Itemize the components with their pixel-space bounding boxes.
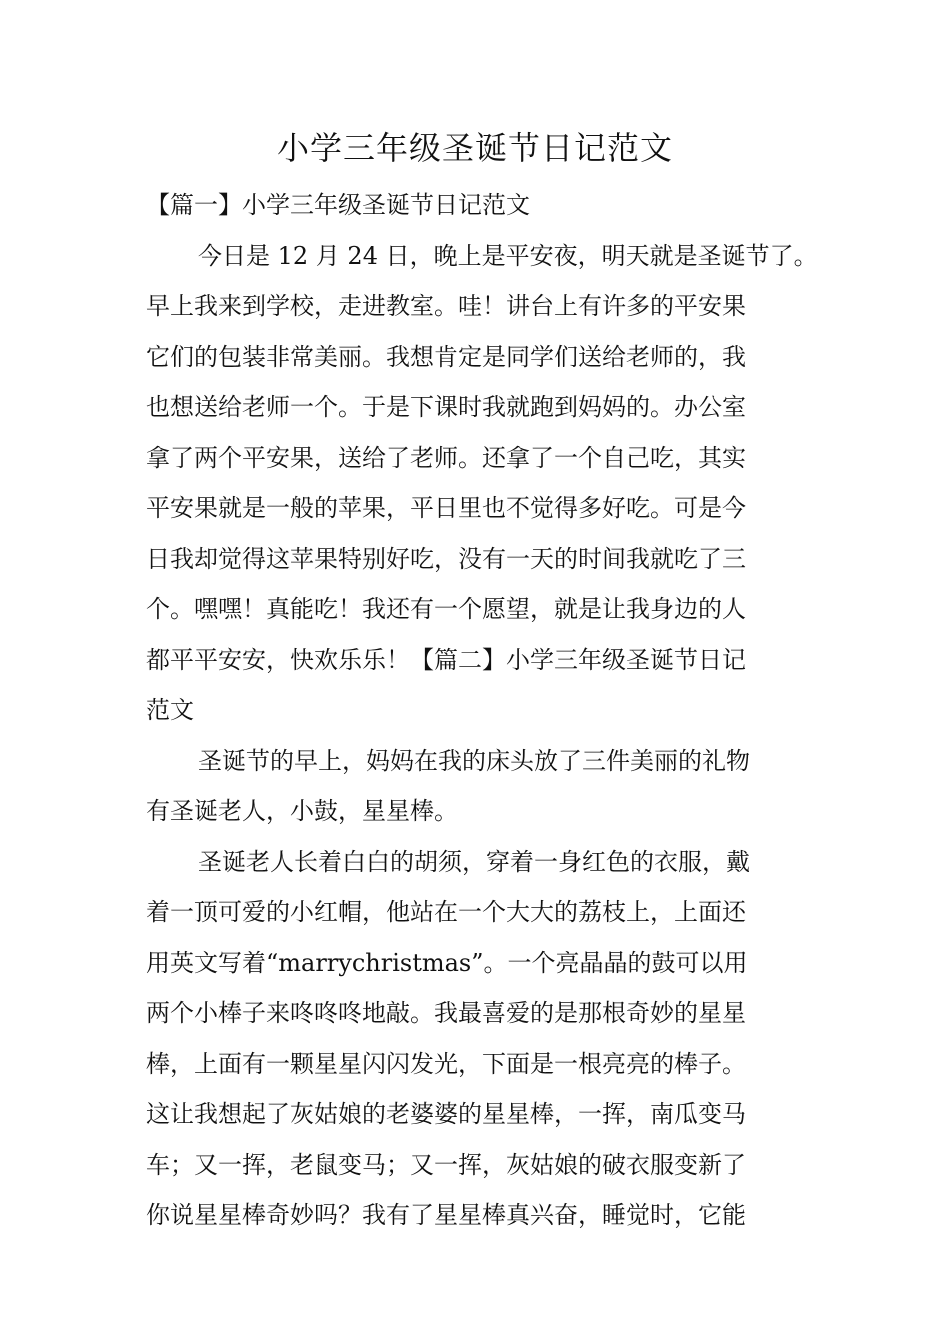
paragraph-line: 这让我想起了灰姑娘的老婆婆的星星棒，一挥，南瓜变马 xyxy=(146,1100,746,1128)
paragraph-line: 圣诞老人长着白白的胡须，穿着一身红色的衣服，戴 xyxy=(198,847,750,876)
paragraph-line: 着一顶可爱的小红帽，他站在一个大大的荔枝上，上面还 xyxy=(146,898,746,926)
paragraph-line: 车；又一挥，老鼠变马；又一挥，灰姑娘的破衣服变新了 xyxy=(146,1150,746,1179)
paragraph-line: 也想送给老师一个。于是下课时我就跑到妈妈的。办公室 xyxy=(146,393,746,421)
section-heading: 【篇一】小学三年级圣诞节日记范文 xyxy=(146,191,530,219)
paragraph-line: 日我却觉得这苹果特别好吃，没有一天的时间我就吃了三 xyxy=(146,544,746,573)
paragraph-line: 拿了两个平安果，送给了老师。还拿了一个自己吃，其实 xyxy=(146,443,746,472)
paragraph-line: 棒，上面有一颗星星闪闪发光，下面是一根亮亮的棒子。 xyxy=(146,1049,746,1078)
document-body xyxy=(146,180,826,1241)
paragraph-line: 都平平安安，快欢乐乐！【篇二】小学三年级圣诞节日记 xyxy=(146,645,746,674)
paragraph-line: 早上我来到学校，走进教室。哇！讲台上有许多的平安果 xyxy=(146,292,746,320)
paragraph-line: 平安果就是一般的苹果，平日里也不觉得多好吃。可是今 xyxy=(146,494,746,522)
paragraph-line: 它们的包装非常美丽。我想肯定是同学们送给老师的，我 xyxy=(146,342,746,371)
paragraph-line: 你说星星棒奇妙吗？我有了星星棒真兴奋，睡觉时，它能 xyxy=(146,1201,746,1229)
paragraph-line: 两个小棒子来咚咚咚地敲。我最喜爱的是那根奇妙的星星 xyxy=(146,999,746,1027)
paragraph-line: 用英文写着“marrychristmas”。一个亮晶晶的鼓可以用 xyxy=(146,948,748,977)
paragraph-line: 范文 xyxy=(146,696,194,724)
paragraph-line: 今日是 12 月 24 日，晚上是平安夜，明天就是圣诞节了。 xyxy=(198,241,818,270)
paragraph-line: 圣诞节的早上，妈妈在我的床头放了三件美丽的礼物 xyxy=(198,746,750,775)
paragraph-line: 个。嘿嘿！真能吃！我还有一个愿望，就是让我身边的人 xyxy=(146,595,746,623)
page-title: 小学三年级圣诞节日记范文 xyxy=(276,129,673,167)
paragraph-line: 有圣诞老人，小鼓，星星棒。 xyxy=(146,797,458,825)
